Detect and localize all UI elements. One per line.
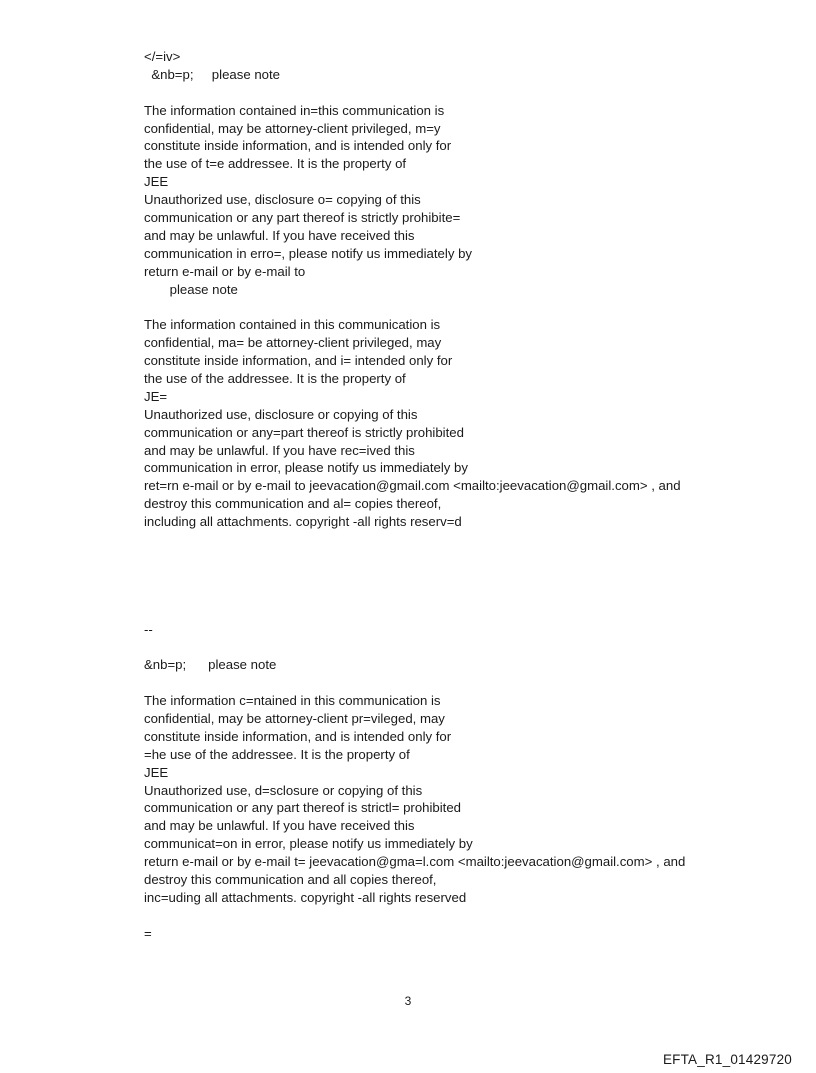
blank-line bbox=[144, 585, 784, 603]
blank-line bbox=[144, 298, 784, 316]
text-line: constitute inside information, and is intended only for bbox=[144, 728, 452, 744]
text-line: constitute inside information, and i= intended only for bbox=[144, 353, 453, 369]
text-line: communication in erro=, please notify us immediately by bbox=[144, 245, 473, 261]
text-line: The information contained in this communication is bbox=[144, 317, 441, 333]
text-line: &nb=p; please note bbox=[144, 66, 281, 82]
text-line: the use of the addressee. It is the property of bbox=[144, 371, 406, 387]
text-line: </=iv> bbox=[144, 49, 181, 64]
text-line: communication or any=part thereof is strictly prohibited bbox=[144, 424, 464, 440]
blank-line bbox=[144, 603, 784, 621]
text-line: ret=rn e-mail or by e-mail to jeevacation@gmail.com <mailto:jeevacation@gmail.com> , and bbox=[144, 478, 681, 494]
text-line: JEE bbox=[144, 764, 169, 780]
text-line: communication in error, please notify us immediately by bbox=[144, 460, 468, 476]
text-line: =he use of the addressee. It is the property of bbox=[144, 746, 410, 762]
text-line: communicat=on in error, please notify us immediately by bbox=[144, 836, 473, 852]
text-line: &nb=p; please note bbox=[144, 657, 277, 673]
text-line: and may be unlawful. If you have received this bbox=[144, 227, 415, 243]
separator-line: -- bbox=[144, 621, 153, 637]
page-number: 3 bbox=[404, 994, 412, 1008]
text-line: confidential, ma= be attorney-client privileged, may bbox=[144, 335, 442, 351]
blank-line bbox=[144, 638, 784, 656]
text-line: and may be unlawful. If you have rec=ived this bbox=[144, 442, 415, 458]
text-line: The information c=ntained in this communication is bbox=[144, 693, 441, 709]
text-line: and may be unlawful. If you have received this bbox=[144, 818, 415, 834]
text-line: confidential, may be attorney-client pr=vileged, may bbox=[144, 710, 445, 726]
text-line: Unauthorized use, disclosure or copying of this bbox=[144, 406, 418, 422]
text-line: destroy this communication and al= copies thereof, bbox=[144, 496, 442, 512]
text-line: return e-mail or by e-mail t= jeevacation@gma=l.com <mailto:jeevacation@gmail.com> , and bbox=[144, 854, 686, 870]
text-line: return e-mail or by e-mail to bbox=[144, 263, 306, 279]
text-line: Unauthorized use, d=sclosure or copying of this bbox=[144, 782, 423, 798]
document-id: EFTA_R1_01429720 bbox=[662, 1052, 792, 1067]
text-line: = bbox=[144, 925, 152, 941]
blank-line bbox=[144, 567, 784, 585]
blank-line bbox=[144, 84, 784, 102]
text-line: the use of t=e addressee. It is the property of bbox=[144, 156, 407, 172]
blank-line bbox=[144, 907, 784, 925]
text-line: please note bbox=[144, 281, 238, 297]
blank-line bbox=[144, 674, 784, 692]
document-body bbox=[144, 48, 784, 943]
text-line: constitute inside information, and is intended only for bbox=[144, 138, 452, 154]
text-line: destroy this communication and all copies thereof, bbox=[144, 871, 437, 887]
text-line: Unauthorized use, disclosure o= copying of this bbox=[144, 192, 421, 208]
text-line: JEE bbox=[144, 174, 169, 190]
text-line: communication or any part thereof is strictl= prohibited bbox=[144, 800, 462, 816]
text-line: inc=uding all attachments. copyright -all rights reserved bbox=[144, 889, 467, 905]
text-line: communication or any part thereof is strictly prohibite= bbox=[144, 210, 461, 226]
text-line: including all attachments. copyright -all rights reserv=d bbox=[144, 514, 462, 530]
text-line: confidential, may be attorney-client privileged, m=y bbox=[144, 120, 441, 136]
blank-line bbox=[144, 549, 784, 567]
text-line: JE= bbox=[144, 388, 168, 404]
blank-line bbox=[144, 531, 784, 549]
text-line: The information contained in=this communication is bbox=[144, 102, 445, 118]
